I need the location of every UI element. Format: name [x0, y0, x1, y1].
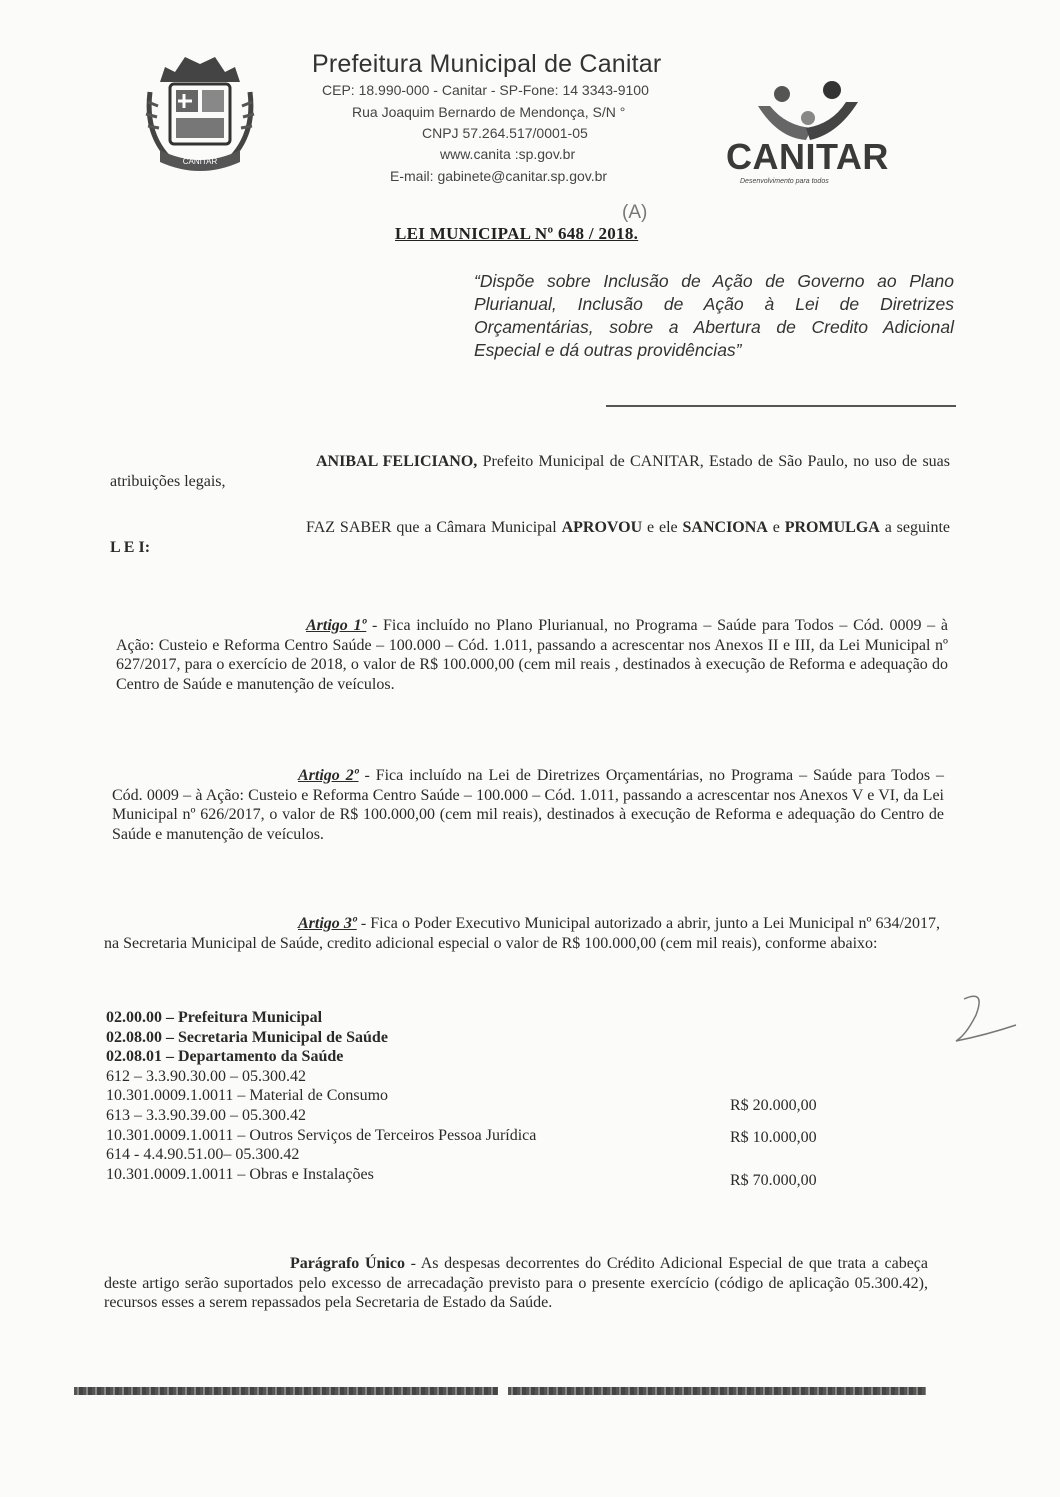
- article-3-text: - Fica o Poder Executivo Municipal autorizado a abrir, junto a Lei Municipal nº 634/2017, na Secretaria Municipal de Saúde, credito adicional especial o valor de R$ 100.000,00 (cem mil reais), conforme abaixo:: [104, 915, 940, 952]
- budget-item-desc-text: 10.301.0009.1.0011 – Obras e Instalações: [106, 1165, 374, 1183]
- mayor-name: ANIBAL FELICIANO,: [316, 453, 478, 470]
- promulgation-text-2: e ele: [642, 519, 683, 536]
- budget-item-code: 612 – 3.3.90.30.00 – 05.300.42: [106, 1067, 306, 1085]
- budget-allocation-list: [106, 1008, 866, 1189]
- header-address-cep: CEP: 18.990-000 - Canitar - SP-Fone: 14 3343-9100: [322, 82, 649, 98]
- approved-word: APROVOU: [561, 519, 643, 536]
- budget-item-value: R$ 70.000,00: [730, 1171, 817, 1189]
- budget-item-code: 614 - 4.4.90.51.00– 05.300.42: [106, 1146, 300, 1164]
- article-2: [112, 766, 944, 844]
- header-title: Prefeitura Municipal de Canitar: [312, 50, 662, 78]
- law-ementa: “Dispõe sobre Inclusão de Ação de Governo ao Plano Plurianual, Inclusão de Ação à Lei de Diretrizes Orçamentárias, sobre a Abertura de Credito Adicional Especial e dá outras providências”: [474, 271, 954, 360]
- budget-item-value: R$ 10.000,00: [730, 1128, 817, 1146]
- budget-item-code: 613 – 3.3.90.39.00 – 05.300.42: [106, 1106, 306, 1124]
- law-title: LEI MUNICIPAL Nº 648 / 2018.: [395, 224, 639, 243]
- header-email: E-mail: gabinete@canitar.sp.gov.br: [390, 168, 608, 184]
- promulgation-paragraph: [110, 518, 950, 557]
- article-1-text: - Fica incluído no Plano Plurianual, no Programa – Saúde para Todos – Cód. 0009 – à Ação: Custeio e Reforma Centro Saúde – 100.000 – Cód. 1.011, passando a acrescentar nos Anexos II e III, da Lei Municipal nº 627/2017, para o exercício de 2018, o valor de R$ 100.000,00 (cem mil reais , destinados à execução de Reforma e adequação do Centro de Saúde e manutenção de veículos.: [116, 617, 948, 693]
- sole-paragraph-label: Parágrafo Único: [290, 1255, 405, 1272]
- article-1: [116, 616, 948, 694]
- sanctions-word: SANCIONA: [682, 519, 768, 536]
- crest-label: CANITAR: [182, 157, 218, 166]
- footer-scan-band: [508, 1387, 926, 1395]
- header-cnpj: CNPJ 57.264.517/0001-05: [422, 125, 588, 141]
- sole-paragraph: [104, 1254, 928, 1313]
- municipal-crest-icon: [140, 42, 260, 182]
- article-3: [104, 914, 940, 953]
- canitar-logo-text: CANITAR: [726, 136, 889, 177]
- handwritten-initial-icon: [946, 985, 1026, 1055]
- preamble-paragraph: [110, 452, 950, 491]
- canitar-logo-tagline: Desenvolvimento para todos: [740, 178, 829, 185]
- budget-heading: 02.08.01 – Departamento da Saúde: [106, 1048, 344, 1066]
- handwritten-annotation: (A): [622, 202, 648, 223]
- budget-item-desc-text: 10.301.0009.1.0011 – Outros Serviços de Terceiros Pessoa Jurídica: [106, 1126, 537, 1144]
- sole-paragraph-text: - As despesas decorrentes do Crédito Adicional Especial de que trata a cabeça deste artigo serão suportados pelo excesso de arrecadação previsto para o presente exercício (código de aplicação 05.300.42), recursos esses a serem repassados pela Secretaria de Estado da Saúde.: [104, 1255, 929, 1311]
- budget-item-desc-text: 10.301.0009.1.0011 – Material de Consumo: [106, 1087, 389, 1105]
- header-address-street: Rua Joaquim Bernardo de Mendonça, S/N °: [352, 104, 626, 120]
- budget-item-desc: [106, 1165, 866, 1189]
- footer-scan-band: [74, 1387, 498, 1395]
- article-1-label: Artigo 1º: [306, 617, 367, 634]
- promulgation-text-1: FAZ SABER que a Câmara Municipal: [306, 519, 562, 536]
- preamble-text: Prefeito Municipal de CANITAR, Estado de São Paulo, no uso de suas atribuições legais,: [110, 453, 950, 490]
- ementa-divider: [606, 405, 956, 407]
- promulgates-word: PROMULGA: [784, 519, 880, 536]
- budget-item-value: R$ 20.000,00: [730, 1097, 817, 1115]
- budget-heading: 02.08.00 – Secretaria Municipal de Saúde: [106, 1028, 388, 1046]
- article-3-label: Artigo 3º: [298, 915, 357, 932]
- law-word: L E I:: [110, 538, 151, 556]
- promulgation-text-4: a seguinte: [879, 519, 950, 536]
- budget-item-desc: [106, 1126, 866, 1146]
- article-2-text: - Fica incluído na Lei de Diretrizes Orçamentárias, no Programa – Saúde para Todos – Cód. 0009 – à Ação: Custeio e Reforma Centro Saúde – 100.000 – Cód. 1.011, passando a acrescentar nos Anexos V e VI, da Lei Municipal nº 626/2017, o valor de R$ 100.000,00 (cem mil reais), destinados à execução de Reforma e adequação do Centro de Saúde e manutenção de veículos.: [112, 767, 944, 843]
- budget-heading: 02.00.00 – Prefeitura Municipal: [106, 1009, 323, 1026]
- header-website: www.canita :sp.gov.br: [440, 146, 576, 162]
- promulgation-text-3: e: [767, 519, 785, 536]
- article-2-label: Artigo 2º: [298, 767, 359, 784]
